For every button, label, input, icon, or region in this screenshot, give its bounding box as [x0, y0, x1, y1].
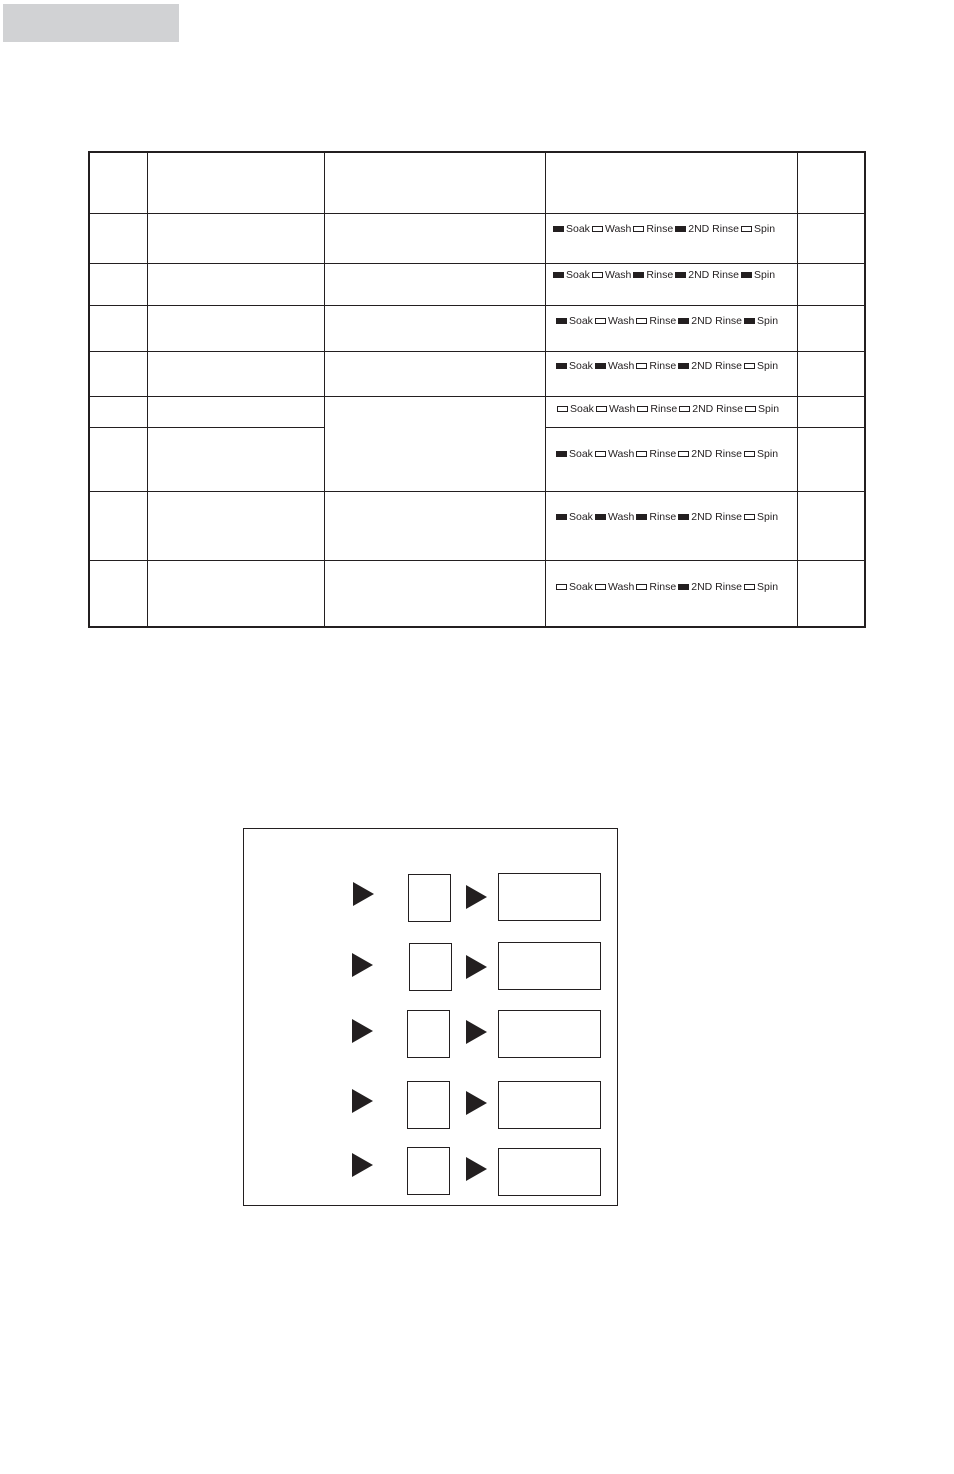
flow-step-small-box: [408, 874, 451, 922]
soak-label: Soak: [566, 223, 590, 235]
rinse-indicator-off: [636, 451, 647, 457]
wash-indicator-off: [592, 272, 603, 278]
rinse-label: Rinse: [649, 511, 677, 523]
soak-indicator-on: [556, 514, 567, 520]
flow-step-result-box: [498, 942, 601, 990]
phase-indicator-strip: [553, 268, 777, 282]
rinse-label: Rinse: [649, 360, 677, 372]
rinse-label: Rinse: [649, 581, 677, 593]
spin-indicator-off: [744, 584, 755, 590]
spin-label: Spin: [754, 269, 776, 281]
flow-step-result-box: [498, 1081, 601, 1129]
wash-indicator-off: [592, 226, 603, 232]
phase-indicator-strip: [556, 314, 780, 328]
play-arrow-icon: [466, 885, 487, 909]
play-arrow-icon: [352, 1153, 373, 1177]
wash-indicator-off: [596, 406, 607, 412]
rinse2-indicator-on: [678, 584, 689, 590]
phase-indicator-strip: [556, 447, 780, 461]
rinse-indicator-off: [637, 406, 648, 412]
wash-label: Wash: [607, 581, 635, 593]
wash-indicator-on: [595, 363, 606, 369]
rinse2-indicator-on: [675, 226, 686, 232]
rinse-label: Rinse: [649, 448, 677, 460]
wash-indicator-on: [595, 514, 606, 520]
rinse2-label: 2ND Rinse: [692, 403, 744, 415]
phase-indicator-strip: [556, 359, 780, 373]
wash-indicator-off: [595, 451, 606, 457]
rinse2-indicator-on: [678, 363, 689, 369]
soak-indicator-on: [556, 451, 567, 457]
row-divider: [88, 305, 866, 306]
row-divider-partial: [545, 427, 866, 428]
column-divider: [545, 151, 546, 628]
soak-indicator-on: [553, 226, 564, 232]
phase-indicator-strip: [557, 402, 781, 416]
play-arrow-icon: [352, 1089, 373, 1113]
flow-step-small-box: [409, 943, 452, 991]
soak-indicator-on: [556, 363, 567, 369]
rinse-label: Rinse: [649, 315, 677, 327]
section-header-tab: [3, 4, 179, 42]
phase-indicator-strip: [553, 222, 777, 236]
soak-label: Soak: [566, 269, 590, 281]
row-divider: [88, 396, 866, 397]
spin-indicator-on: [744, 318, 755, 324]
rinse2-label: 2ND Rinse: [691, 315, 743, 327]
rinse-label: Rinse: [646, 269, 674, 281]
spin-indicator-off: [741, 226, 752, 232]
spin-indicator-off: [744, 451, 755, 457]
soak-label: Soak: [569, 511, 593, 523]
rinse2-indicator-off: [678, 451, 689, 457]
rinse-label: Rinse: [650, 403, 678, 415]
row-divider: [88, 351, 866, 352]
play-arrow-icon: [466, 1020, 487, 1044]
table-border-right: [864, 151, 866, 628]
soak-indicator-off: [557, 406, 568, 412]
flow-step-small-box: [407, 1081, 450, 1129]
row-divider-partial: [88, 427, 325, 428]
soak-indicator-on: [553, 272, 564, 278]
rinse2-label: 2ND Rinse: [691, 581, 743, 593]
spin-indicator-off: [744, 363, 755, 369]
wash-label: Wash: [604, 223, 632, 235]
soak-indicator-off: [556, 584, 567, 590]
spin-indicator-off: [744, 514, 755, 520]
row-divider: [88, 491, 866, 492]
table-border-left: [88, 151, 90, 628]
column-divider: [324, 151, 325, 628]
spin-indicator-on: [741, 272, 752, 278]
rinse-indicator-off: [633, 226, 644, 232]
flow-step-result-box: [498, 1148, 601, 1196]
wash-indicator-off: [595, 318, 606, 324]
spin-label: Spin: [757, 360, 779, 372]
rinse2-label: 2ND Rinse: [691, 360, 743, 372]
soak-label: Soak: [569, 448, 593, 460]
rinse2-label: 2ND Rinse: [691, 448, 743, 460]
rinse-indicator-on: [633, 272, 644, 278]
play-arrow-icon: [466, 1157, 487, 1181]
rinse2-label: 2ND Rinse: [688, 223, 740, 235]
play-arrow-icon: [353, 882, 374, 906]
phase-indicator-strip: [556, 510, 780, 524]
rinse2-indicator-on: [678, 514, 689, 520]
row-divider: [88, 560, 866, 561]
rinse2-indicator-off: [679, 406, 690, 412]
column-divider: [797, 151, 798, 628]
soak-label: Soak: [569, 360, 593, 372]
rinse2-label: 2ND Rinse: [691, 511, 743, 523]
soak-label: Soak: [569, 581, 593, 593]
soak-indicator-on: [556, 318, 567, 324]
spin-label: Spin: [754, 223, 776, 235]
rinse2-indicator-on: [675, 272, 686, 278]
flow-step-result-box: [498, 1010, 601, 1058]
wash-indicator-off: [595, 584, 606, 590]
rinse-label: Rinse: [646, 223, 674, 235]
play-arrow-icon: [466, 955, 487, 979]
flow-step-result-box: [498, 873, 601, 921]
row-divider: [88, 213, 866, 214]
play-arrow-icon: [352, 1019, 373, 1043]
rinse-indicator-off: [636, 363, 647, 369]
play-arrow-icon: [352, 953, 373, 977]
flow-step-small-box: [407, 1147, 450, 1195]
play-arrow-icon: [466, 1091, 487, 1115]
row-divider: [88, 263, 866, 264]
spin-label: Spin: [757, 448, 779, 460]
spin-label: Spin: [758, 403, 780, 415]
rinse-indicator-on: [636, 514, 647, 520]
spin-label: Spin: [757, 581, 779, 593]
wash-label: Wash: [607, 511, 635, 523]
soak-label: Soak: [569, 315, 593, 327]
wash-label: Wash: [608, 403, 636, 415]
wash-label: Wash: [607, 448, 635, 460]
flow-step-small-box: [407, 1010, 450, 1058]
table-border-bottom: [88, 626, 866, 628]
rinse2-label: 2ND Rinse: [688, 269, 740, 281]
spin-label: Spin: [757, 315, 779, 327]
spin-indicator-off: [745, 406, 756, 412]
wash-label: Wash: [604, 269, 632, 281]
rinse2-indicator-on: [678, 318, 689, 324]
wash-label: Wash: [607, 315, 635, 327]
wash-label: Wash: [607, 360, 635, 372]
phase-indicator-strip: [556, 580, 780, 594]
column-divider: [147, 151, 148, 628]
soak-label: Soak: [570, 403, 594, 415]
table-border-top: [88, 151, 866, 153]
rinse-indicator-off: [636, 584, 647, 590]
spin-label: Spin: [757, 511, 779, 523]
rinse-indicator-off: [636, 318, 647, 324]
